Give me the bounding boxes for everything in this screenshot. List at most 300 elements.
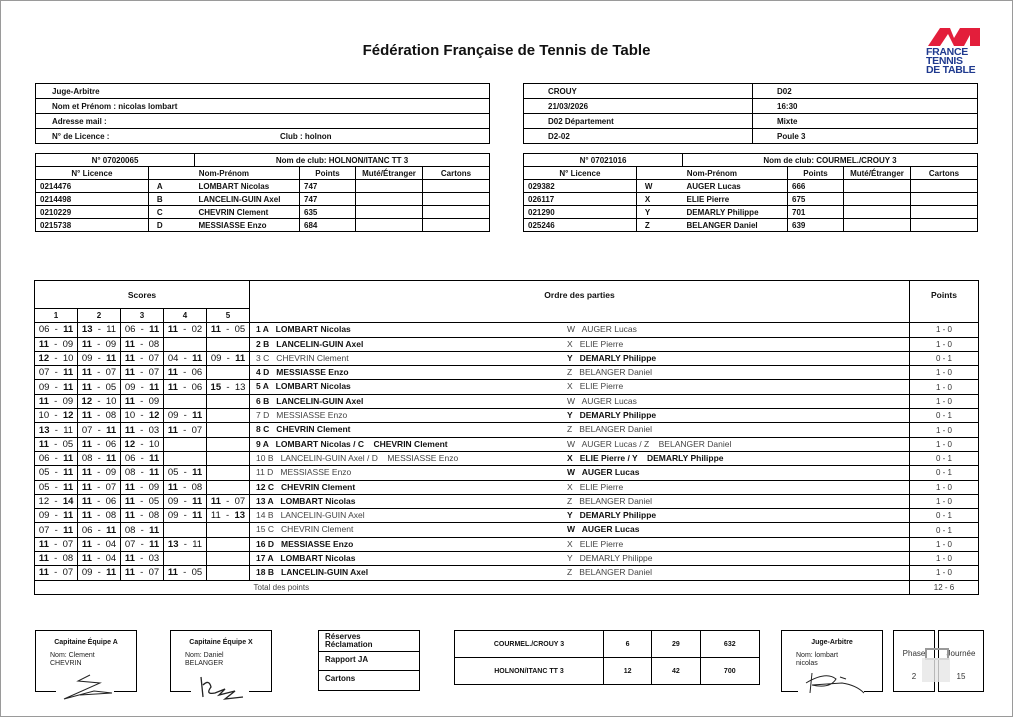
set-score: 11 - 06	[164, 380, 207, 394]
player-row	[524, 180, 978, 193]
game-points: 1 - 0	[910, 366, 979, 380]
recap-row	[455, 658, 760, 685]
set-score: 07 - 11	[35, 523, 78, 537]
game-points: 1 - 0	[910, 537, 979, 551]
scores-header: Scores	[35, 281, 250, 309]
set-score: 04 - 11	[164, 351, 207, 365]
away-player: W AUGER Lucas / Z BELANGER Daniel	[567, 438, 732, 449]
set-score: 11 - 05	[78, 380, 121, 394]
game-row	[35, 494, 979, 508]
recap-team: COURMEL./CROUY 3	[455, 631, 604, 658]
away-player: Y DEMARLY Philippe	[567, 553, 653, 564]
page-title: Fédération Française de Tennis de Table	[362, 42, 651, 59]
set-score: 05 - 11	[164, 466, 207, 480]
set-score	[207, 523, 250, 537]
player-points: 701	[788, 206, 844, 219]
recap-value-2: 29	[652, 631, 700, 658]
recap-row	[455, 631, 760, 658]
home-player: 3 C CHEVRIN Clement	[256, 352, 349, 363]
captain-x-name: Nom: Daniel BELANGER	[185, 652, 224, 667]
col-points: Points	[788, 167, 844, 180]
away-player: W AUGER Lucas	[567, 395, 637, 406]
set-score: 05 - 11	[35, 466, 78, 480]
game-order	[250, 409, 910, 423]
scoresheet-table	[34, 280, 979, 595]
set-score	[164, 552, 207, 566]
set-score: 11 - 06	[78, 437, 121, 451]
player-row	[524, 219, 978, 232]
game-row	[35, 337, 979, 351]
total-spacer	[35, 580, 250, 594]
journee-value: 15	[956, 672, 966, 681]
col-cartons: Cartons	[423, 167, 490, 180]
game-points: 1 - 0	[910, 437, 979, 451]
game-order	[250, 494, 910, 508]
game-points: 1 - 0	[910, 480, 979, 494]
set-score: 09 - 11	[164, 409, 207, 423]
set-score: 11 - 06	[164, 366, 207, 380]
set-score	[164, 437, 207, 451]
set-score: 11 - 05	[207, 323, 250, 337]
set-score: 11 - 09	[35, 337, 78, 351]
set-score: 06 - 11	[35, 323, 78, 337]
set-score: 11 - 09	[78, 466, 121, 480]
home-player: 17 A LOMBART Nicolas	[256, 553, 356, 564]
set-score	[164, 394, 207, 408]
game-order	[250, 366, 910, 380]
set-score	[164, 337, 207, 351]
set-score: 11 - 05	[164, 566, 207, 580]
game-points: 1 - 0	[910, 394, 979, 408]
set-score: 11 - 08	[35, 552, 78, 566]
set-score: 11 - 07	[78, 480, 121, 494]
captain-x-title: Capitaine Équipe X	[189, 639, 253, 646]
set-score: 11 - 08	[78, 509, 121, 523]
player-cards	[423, 180, 490, 193]
set-score: 11 - 05	[121, 494, 164, 508]
player-letter: A	[148, 180, 194, 193]
player-points: 675	[788, 193, 844, 206]
report-ja-label[interactable]: Rapport JA	[319, 652, 419, 671]
game-row	[35, 451, 979, 465]
set-score: 11 - 07	[207, 494, 250, 508]
game-points: 0 - 1	[910, 466, 979, 480]
home-player: 7 D MESSIASSE Enzo	[256, 410, 348, 421]
col-cartons: Cartons	[911, 167, 978, 180]
player-name: ELIE Pierre	[683, 193, 788, 206]
player-licence: 0210229	[36, 206, 149, 219]
cards-label[interactable]: Cartons	[325, 674, 356, 683]
home-player: 4 D MESSIASSE Enzo	[256, 367, 349, 378]
total-points: 12 - 6	[910, 580, 979, 594]
player-mute	[844, 206, 911, 219]
phase-label: Phase	[902, 649, 926, 658]
set-score: 10 - 12	[121, 409, 164, 423]
game-order	[250, 537, 910, 551]
recap-team: HOLNON/ITANC TT 3	[455, 658, 604, 685]
logo-swoosh-icon	[924, 26, 986, 48]
player-licence: 0214476	[36, 180, 149, 193]
home-player: 2 B LANCELIN-GUIN Axel	[256, 338, 364, 349]
match-division: D02 Département	[524, 114, 753, 129]
set-score: 09 - 11	[35, 380, 78, 394]
game-row	[35, 537, 979, 551]
order-header: Ordre des parties	[250, 281, 910, 323]
set-score: 11 - 02	[164, 323, 207, 337]
set-score: 11 - 03	[121, 423, 164, 437]
set-score: 11 - 09	[121, 480, 164, 494]
referee-sig-name: Nom: lombart nicolas	[796, 652, 839, 667]
game-row	[35, 466, 979, 480]
set-score: 06 - 11	[121, 323, 164, 337]
player-letter: B	[148, 193, 194, 206]
home-player: 14 B LANCELIN-GUIN Axel	[256, 510, 365, 521]
home-player: 11 D MESSIASSE Enzo	[256, 467, 352, 478]
set-score: 08 - 11	[78, 451, 121, 465]
home-player: 8 C CHEVRIN Clement	[256, 424, 351, 435]
set-score: 05 - 11	[35, 480, 78, 494]
player-row	[36, 180, 490, 193]
set-score: 09 - 11	[164, 494, 207, 508]
set-score: 13 - 11	[164, 537, 207, 551]
player-cards	[911, 206, 978, 219]
set-score: 11 - 03	[121, 552, 164, 566]
set-score: 09 - 11	[164, 509, 207, 523]
referee-club: Club : holnon	[280, 131, 332, 141]
home-player: 16 D MESSIASSE Enzo	[256, 538, 354, 549]
fftt-logo	[920, 26, 982, 82]
game-points: 1 - 0	[910, 423, 979, 437]
reserves-label[interactable]: Réserves Réclamation	[319, 631, 419, 652]
set-score: 08 - 11	[121, 523, 164, 537]
game-points: 1 - 0	[910, 380, 979, 394]
home-player: 10 B LANCELIN-GUIN Axel / D MESSIASSE Enzo	[256, 452, 459, 463]
set-score: 06 - 11	[35, 451, 78, 465]
set-score: 11 - 06	[78, 494, 121, 508]
away-player: Z BELANGER Daniel	[567, 567, 653, 578]
col-mute: Muté/Étranger	[356, 167, 423, 180]
player-name: DEMARLY Philippe	[683, 206, 788, 219]
away-player: X ELIE Pierre	[567, 481, 624, 492]
player-mute	[844, 219, 911, 232]
player-row	[36, 219, 490, 232]
set-number-header: 1	[35, 309, 78, 323]
game-points: 0 - 1	[910, 509, 979, 523]
home-player: 6 B LANCELIN-GUIN Axel	[256, 395, 364, 406]
set-score	[207, 552, 250, 566]
player-licence: 026117	[524, 193, 637, 206]
journee-label: Journée	[946, 649, 976, 658]
logo-text: FRANCE TENNIS DE TABLE	[926, 46, 976, 76]
player-letter: Z	[636, 219, 682, 232]
away-player: W AUGER Lucas	[567, 324, 637, 335]
set-score	[164, 451, 207, 465]
player-letter: D	[148, 219, 194, 232]
game-points: 0 - 1	[910, 451, 979, 465]
team-x-club: Nom de club: COURMEL./CROUY 3	[683, 154, 978, 167]
set-score	[207, 423, 250, 437]
set-score: 10 - 12	[35, 409, 78, 423]
game-order	[250, 394, 910, 408]
referee-licence: N° de Licence :	[52, 131, 110, 141]
game-row	[35, 437, 979, 451]
away-player: Z BELANGER Daniel	[567, 367, 653, 378]
away-player: X ELIE Pierre	[567, 538, 624, 549]
game-order	[250, 323, 910, 337]
set-score	[164, 523, 207, 537]
match-group: D2-02	[524, 129, 753, 144]
set-score: 11 - 05	[35, 437, 78, 451]
set-score: 11 - 07	[121, 566, 164, 580]
away-player: Y DEMARLY Philippe	[567, 410, 657, 421]
player-mute	[356, 180, 423, 193]
set-score: 09 - 11	[121, 380, 164, 394]
game-points: 1 - 0	[910, 552, 979, 566]
referee-title: Juge-Arbitre	[36, 84, 490, 99]
game-order	[250, 566, 910, 580]
game-order	[250, 337, 910, 351]
player-name: AUGER Lucas	[683, 180, 788, 193]
player-points: 666	[788, 180, 844, 193]
set-score: 11 - 08	[164, 480, 207, 494]
set-score	[207, 537, 250, 551]
col-name: Nom-Prénom	[148, 167, 299, 180]
match-type: Mixte	[753, 114, 978, 129]
player-points: 747	[300, 193, 356, 206]
set-score: 09 - 11	[207, 351, 250, 365]
referee-email: Adresse mail :	[36, 114, 490, 129]
set-score: 13 - 11	[78, 323, 121, 337]
set-score: 09 - 11	[35, 509, 78, 523]
phase-value: 2	[911, 672, 917, 681]
game-row	[35, 409, 979, 423]
player-mute	[844, 193, 911, 206]
points-header: Points	[910, 281, 979, 323]
player-letter: Y	[636, 206, 682, 219]
signature-icon	[802, 669, 868, 699]
game-points: 1 - 0	[910, 337, 979, 351]
player-licence: 0215738	[36, 219, 149, 232]
game-order	[250, 351, 910, 365]
game-points: 0 - 1	[910, 409, 979, 423]
set-score	[207, 394, 250, 408]
col-points: Points	[300, 167, 356, 180]
col-mute: Muté/Étranger	[844, 167, 911, 180]
player-licence: 021290	[524, 206, 637, 219]
captain-a-box	[35, 630, 137, 692]
home-player: 12 C CHEVRIN Clement	[256, 481, 356, 492]
set-score	[207, 480, 250, 494]
set-score: 11 - 13	[207, 509, 250, 523]
player-cards	[423, 193, 490, 206]
player-name: BELANGER Daniel	[683, 219, 788, 232]
match-time: 16:30	[753, 99, 978, 114]
home-player: 9 A LOMBART Nicolas / C CHEVRIN Clement	[256, 438, 448, 449]
set-score	[207, 337, 250, 351]
signature-icon	[60, 671, 120, 703]
team-x-table	[523, 153, 978, 232]
set-score: 11 - 08	[121, 509, 164, 523]
captain-a-title: Capitaine Équipe A	[54, 639, 118, 646]
set-score: 12 - 10	[121, 437, 164, 451]
set-score: 15 - 13	[207, 380, 250, 394]
away-player: Y DEMARLY Philippe	[567, 352, 657, 363]
recap-value-1: 6	[604, 631, 652, 658]
match-pool: Poule 3	[753, 129, 978, 144]
set-score: 13 - 11	[35, 423, 78, 437]
game-points: 1 - 0	[910, 566, 979, 580]
player-points: 684	[300, 219, 356, 232]
player-row	[524, 206, 978, 219]
player-cards	[911, 193, 978, 206]
player-name: LANCELIN-GUIN Axel	[195, 193, 300, 206]
set-score: 11 - 04	[78, 537, 121, 551]
home-player: 15 C CHEVRIN Clement	[256, 524, 354, 535]
set-score: 09 - 11	[78, 566, 121, 580]
player-licence: 0214498	[36, 193, 149, 206]
home-player: 5 A LOMBART Nicolas	[256, 381, 351, 392]
set-score	[207, 466, 250, 480]
referee-sig-title: Juge-Arbitre	[811, 639, 853, 646]
set-score: 11 - 04	[78, 552, 121, 566]
game-row	[35, 380, 979, 394]
player-cards	[911, 219, 978, 232]
game-row	[35, 480, 979, 494]
away-player: X ELIE Pierre	[567, 338, 624, 349]
player-points: 639	[788, 219, 844, 232]
player-name: LOMBART Nicolas	[195, 180, 300, 193]
match-date: 21/03/2026	[524, 99, 753, 114]
away-player: W AUGER Lucas	[567, 467, 640, 478]
team-a-club: Nom de club: HOLNON/ITANC TT 3	[195, 154, 490, 167]
recap-value-3: 700	[700, 658, 759, 685]
set-score	[207, 451, 250, 465]
captain-a-name: Nom: Clement CHEVRIN	[50, 652, 95, 667]
set-score: 11 - 08	[121, 337, 164, 351]
set-score: 11 - 07	[121, 351, 164, 365]
player-mute	[356, 193, 423, 206]
game-row	[35, 566, 979, 580]
set-score: 07 - 11	[121, 537, 164, 551]
game-points: 0 - 1	[910, 351, 979, 365]
player-points: 635	[300, 206, 356, 219]
set-number-header: 3	[121, 309, 164, 323]
player-name: CHEVRIN Clement	[195, 206, 300, 219]
player-row	[36, 206, 490, 219]
game-points: 0 - 1	[910, 523, 979, 537]
game-order	[250, 437, 910, 451]
set-score: 06 - 11	[121, 451, 164, 465]
match-division-code: D02	[753, 84, 978, 99]
game-row	[35, 523, 979, 537]
home-player: 1 A LOMBART Nicolas	[256, 324, 351, 335]
referee-signature-box	[781, 630, 883, 692]
game-points: 1 - 0	[910, 323, 979, 337]
set-score: 12 - 10	[78, 394, 121, 408]
set-score	[207, 437, 250, 451]
set-score: 07 - 11	[35, 366, 78, 380]
set-score: 11 - 07	[35, 566, 78, 580]
set-score: 06 - 11	[78, 523, 121, 537]
set-score: 08 - 11	[121, 466, 164, 480]
match-info-table	[523, 83, 978, 144]
game-row	[35, 423, 979, 437]
set-score	[207, 366, 250, 380]
game-order	[250, 509, 910, 523]
set-score: 12 - 14	[35, 494, 78, 508]
player-mute	[844, 180, 911, 193]
recap-value-2: 42	[652, 658, 700, 685]
set-score: 11 - 08	[78, 409, 121, 423]
player-cards	[911, 180, 978, 193]
set-score: 09 - 11	[78, 351, 121, 365]
total-label: Total des points	[250, 580, 910, 594]
game-row	[35, 323, 979, 337]
set-score: 11 - 07	[121, 366, 164, 380]
signature-icon	[195, 673, 255, 703]
game-order	[250, 480, 910, 494]
player-letter: X	[636, 193, 682, 206]
set-score	[207, 566, 250, 580]
set-score: 11 - 07	[78, 366, 121, 380]
game-order	[250, 523, 910, 537]
player-mute	[356, 206, 423, 219]
game-order	[250, 451, 910, 465]
away-player: Z BELANGER Daniel	[567, 424, 653, 435]
set-number-header: 2	[78, 309, 121, 323]
away-player: X ELIE Pierre	[567, 381, 624, 392]
game-order	[250, 423, 910, 437]
recap-table	[454, 630, 760, 685]
player-row	[524, 193, 978, 206]
set-score: 11 - 07	[35, 537, 78, 551]
game-order	[250, 552, 910, 566]
set-score: 11 - 09	[35, 394, 78, 408]
col-name: Nom-Prénom	[636, 167, 787, 180]
team-a-number: N° 07020065	[36, 154, 195, 167]
game-row	[35, 509, 979, 523]
col-licence: N° Licence	[36, 167, 149, 180]
player-licence: 029382	[524, 180, 637, 193]
game-points: 1 - 0	[910, 494, 979, 508]
overlay-shade	[922, 658, 950, 682]
set-score: 11 - 09	[78, 337, 121, 351]
game-row	[35, 394, 979, 408]
col-licence: N° Licence	[524, 167, 637, 180]
set-score: 11 - 07	[164, 423, 207, 437]
game-order	[250, 466, 910, 480]
set-number-header: 4	[164, 309, 207, 323]
referee-info-table	[35, 83, 490, 144]
player-name: MESSIASSE Enzo	[195, 219, 300, 232]
recap-value-1: 12	[604, 658, 652, 685]
game-row	[35, 351, 979, 365]
team-a-table	[35, 153, 490, 232]
recap-value-3: 632	[700, 631, 759, 658]
home-player: 18 B LANCELIN-GUIN Axel	[256, 567, 369, 578]
referee-licence-row	[36, 129, 490, 144]
reserves-box	[318, 630, 420, 691]
player-mute	[356, 219, 423, 232]
player-points: 747	[300, 180, 356, 193]
player-cards	[423, 206, 490, 219]
game-row	[35, 552, 979, 566]
player-letter: C	[148, 206, 194, 219]
away-player: Y DEMARLY Philippe	[567, 510, 657, 521]
game-order	[250, 380, 910, 394]
set-score	[207, 409, 250, 423]
set-score: 07 - 11	[78, 423, 121, 437]
